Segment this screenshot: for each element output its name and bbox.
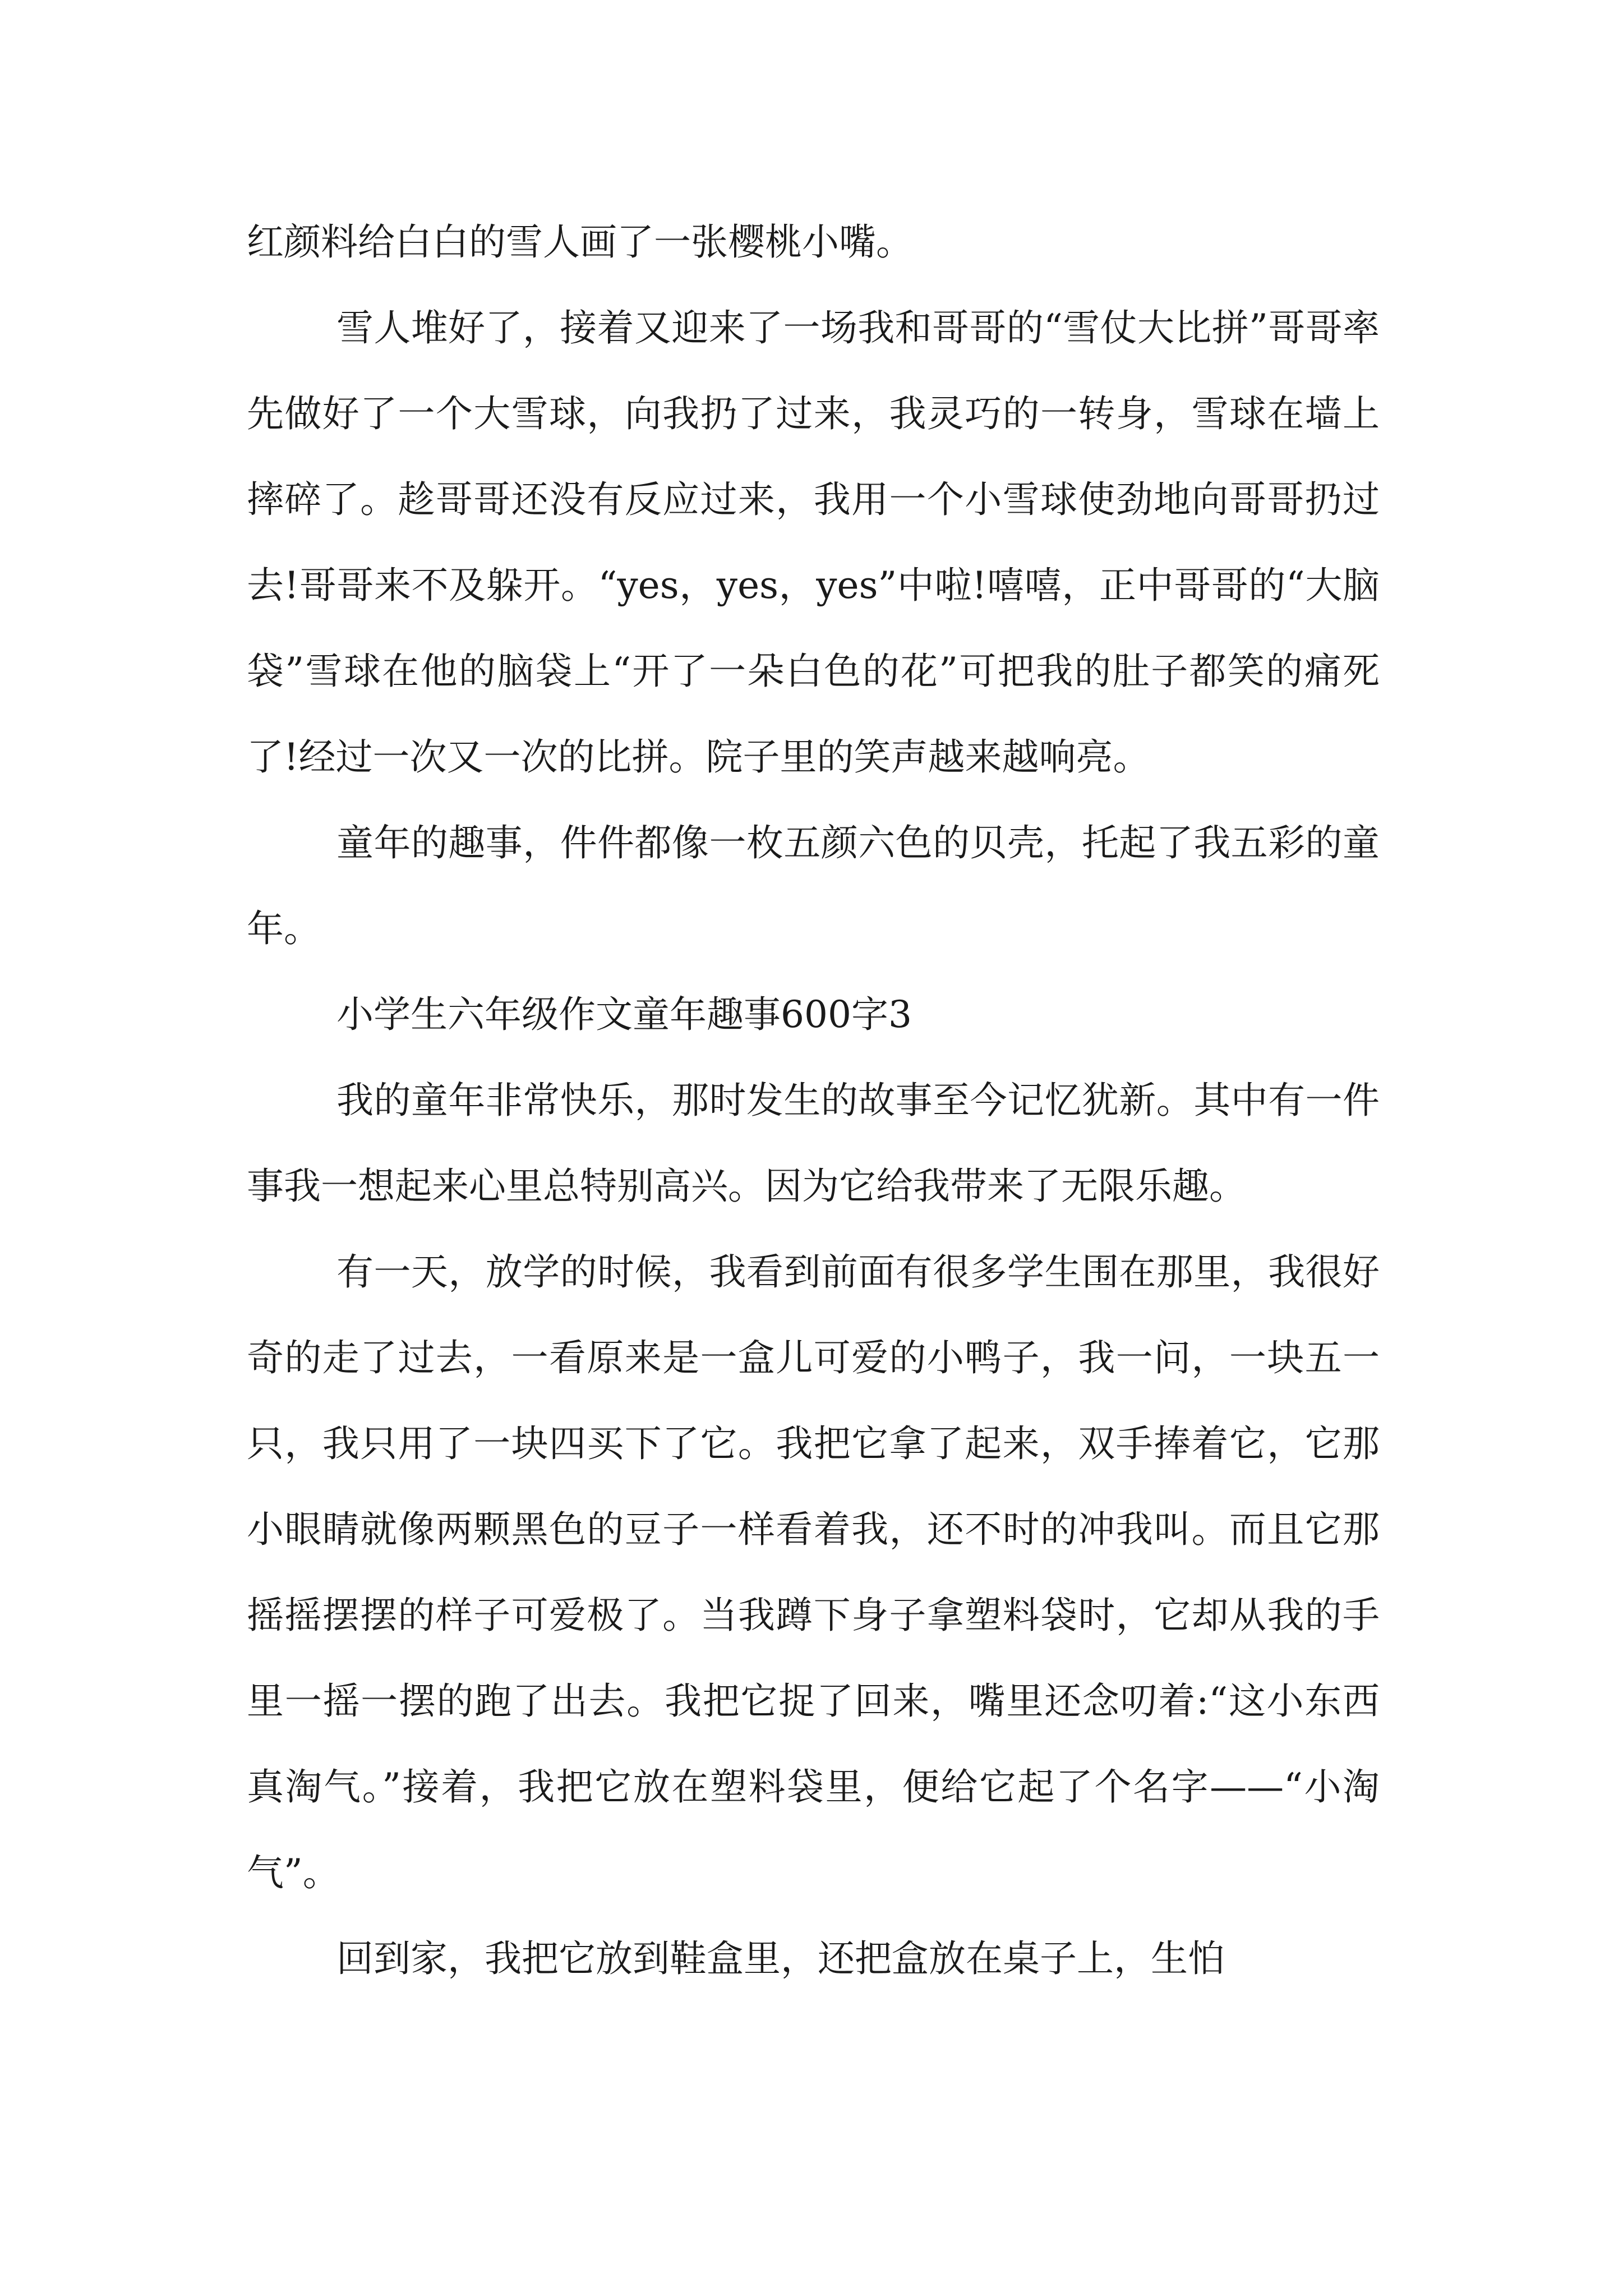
paragraph-6: 回到家，我把它放到鞋盒里，还把盒放在桌子上，生怕 (336, 1937, 1225, 1980)
paragraph-2: 雪人堆好了，接着又迎来了一场我和哥哥的“雪仗大比拼”哥哥率先做好了一个大雪球，向我扔了过来，我灵巧的一转身，雪球在墙上摔碎了。趁哥哥还没有反应过来，我用一个小雪球使劲地向哥哥扔过去!哥哥来不及躲开。“yes，yes，yes”中啦!嘻嘻，正中哥哥的“大脑袋”雪球在他的脑袋上“开了一朵白色的花”可把我的肚子都笑的痛死了!经过一次又一次的比拼。院子里的笑声越来越响亮。 (247, 306, 1380, 779)
paragraph-4: 我的童年非常快乐，那时发生的故事至今记忆犹新。其中有一件事我一想起来心里总特别高兴。因为它给我带来了无限乐趣。 (247, 1079, 1380, 1208)
paragraph-1: 红颜料给白白的雪人画了一张樱桃小嘴。 (247, 220, 913, 264)
section-heading: 小学生六年级作文童年趣事600字3 (336, 993, 912, 1036)
paragraph-3: 童年的趣事，件件都像一枚五颜六色的贝壳，托起了我五彩的童年。 (247, 821, 1380, 950)
document-body (247, 199, 1380, 2001)
paragraph-5: 有一天，放学的时候，我看到前面有很多学生围在那里，我很好奇的走了过去，一看原来是一盒儿可爱的小鸭子，我一问，一块五一只，我只用了一块四买下了它。我把它拿了起来，双手捧着它，它那小眼睛就像两颗黑色的豆子一样看着我，还不时的冲我叫。而且它那摇摇摆摆的样子可爱极了。当我蹲下身子拿塑料袋时，它却从我的手里一摇一摆的跑了出去。我把它捉了回来，嘴里还念叨着:“这小东西真淘气。”接着，我把它放在塑料袋里，便给它起了个名字——“小淘气”。 (247, 1250, 1380, 1894)
